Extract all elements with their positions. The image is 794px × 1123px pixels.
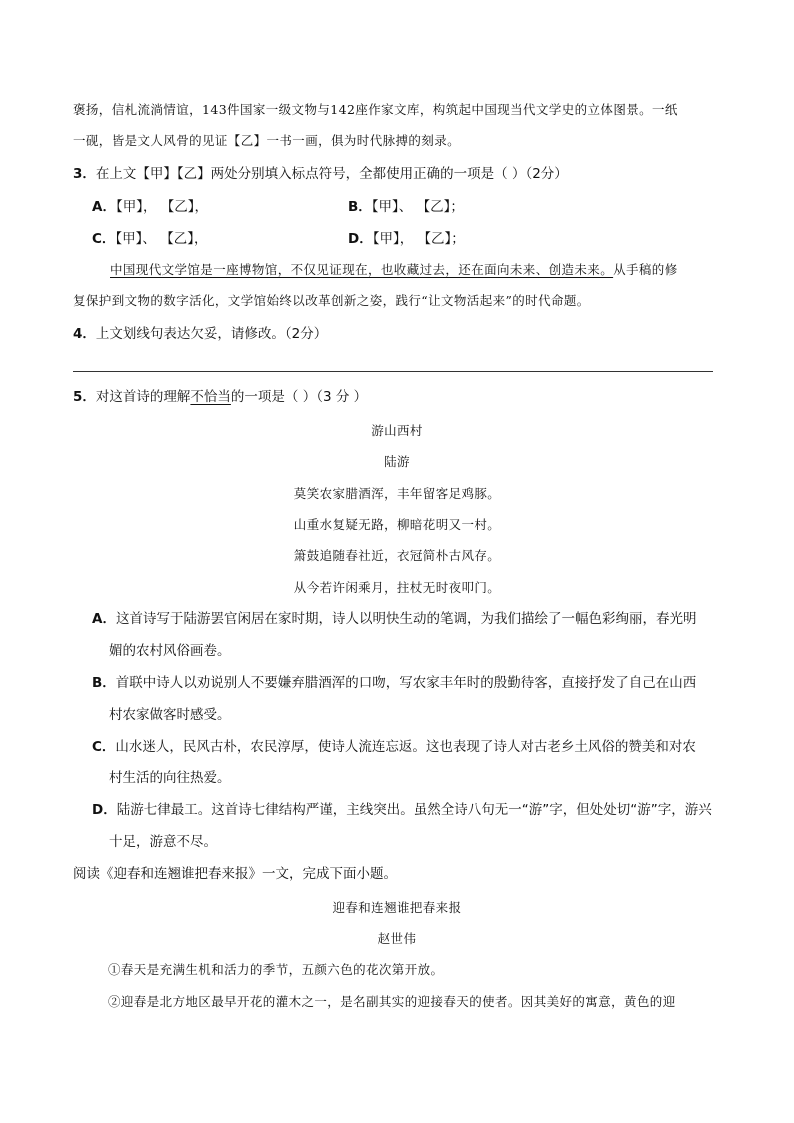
poem-line: 山重水复疑无路，柳暗花明又一村。 [293,517,501,532]
option-letter: A． [92,611,116,627]
poem-author: 陆游 [384,454,410,469]
option-letter: D． [92,802,117,818]
option-text: 首联中诗人以劝说别人不要嫌弃腊酒浑的口吻，写农家丰年时的殷勤待客，直接抒发了自己在山西 [115,675,697,691]
passage-line: 褒扬，信札流淌情谊，143件国家一级文物与142座作家文库，构筑起中国现当代文学史的立体图景。一纸 [73,102,678,117]
question-stem: 对这首诗的理解 [95,389,191,405]
option-text: 这首诗写于陆游罢官闲居在家时期，诗人以明快生动的笔调，为我们描绘了一幅色彩绚丽，春光明 [115,611,697,627]
option-d [92,800,712,820]
question-stem: 的一项是（ ）（3 分 ） [230,389,368,405]
question-stem-emphasis: 不恰当 [190,389,231,405]
option-text: 山水迷人，民风古朴，农民淳厚，使诗人流连忘返。这也表现了诗人对古老乡土风俗的赞美和对农 [115,739,696,755]
question-4 [73,324,327,344]
option-text: 陆游七律最工。这首诗七律结构严谨，主线突出。虽然全诗八句无一“游”字，但处处切“游”字，游兴 [116,802,712,818]
passage-text: 从手稿的修 [613,262,678,277]
option-letter: B． [92,675,116,691]
question-5 [73,387,367,407]
underlined-sentence: 中国现代文学馆是一座博物馆，不仅见证现在，也收藏过去，还在面向未来、创造未来。 [110,262,614,277]
option-letter: D． [348,231,373,247]
option-text: 【甲】， 【乙】， [115,199,208,215]
article-title: 迎春和连翘谁把春来报 [332,900,462,915]
option-b [348,197,464,217]
option-a [92,197,208,217]
passage-line [110,260,678,280]
option-text: 【甲】， 【乙】； [372,231,465,247]
article-author: 赵世伟 [377,931,417,946]
article-paragraph: ②迎春是北方地区最早开花的灌木之一，是名副其实的迎接春天的使者。因其美好的寓意，黄色的迎 [108,994,676,1009]
option-b [92,673,696,693]
reading-instruction: 阅读《迎春和连翘谁把春来报》一文，完成下面小题。 [73,866,397,882]
option-text-cont: 十足，游意不尽。 [109,834,217,850]
option-text-cont: 媚的农村风俗画卷。 [109,643,231,659]
article-paragraph: ①春天是充满生机和活力的季节，五颜六色的花次第开放。 [108,962,444,977]
option-c [92,229,207,249]
option-letter: A． [92,199,116,215]
option-letter: B． [348,199,372,215]
question-3 [73,164,568,184]
option-text: 【甲】、 【乙】， [115,231,208,247]
passage-line: 一砚，皆是文人风骨的见证【乙】一书一画，俱为时代脉搏的刻录。 [73,133,461,148]
option-letter: C． [92,231,116,247]
poem-line: 从今若许闲乘月，拄杖无时夜叩门。 [293,580,501,595]
question-number: 3． [73,166,96,182]
question-number: 5． [73,389,96,405]
poem-line: 莫笑农家腊酒浑，丰年留客足鸡豚。 [293,486,501,501]
poem-line: 箫鼓追随春社近，衣冠简朴古风存。 [293,548,501,563]
option-text-cont: 村生活的向往热爱。 [109,770,231,786]
passage-line: 复保护到文物的数字活化，文学馆始终以改革创新之姿，践行“让文物活起来”的时代命题。 [73,293,590,308]
answer-line [73,371,713,372]
option-a [92,609,696,629]
question-stem: 在上文【甲】【乙】两处分别填入标点符号，全都使用正确的一项是（ ）（2分） [95,166,568,182]
option-d [348,229,465,249]
option-text: 【甲】、 【乙】； [371,199,464,215]
option-text-cont: 村农家做客时感受。 [109,707,231,723]
option-letter: C． [92,739,116,755]
poem-title: 游山西村 [371,423,423,438]
question-number: 4． [73,326,96,342]
question-stem: 上文划线句表达欠妥，请修改。（2分） [95,326,328,342]
option-c [92,737,696,757]
